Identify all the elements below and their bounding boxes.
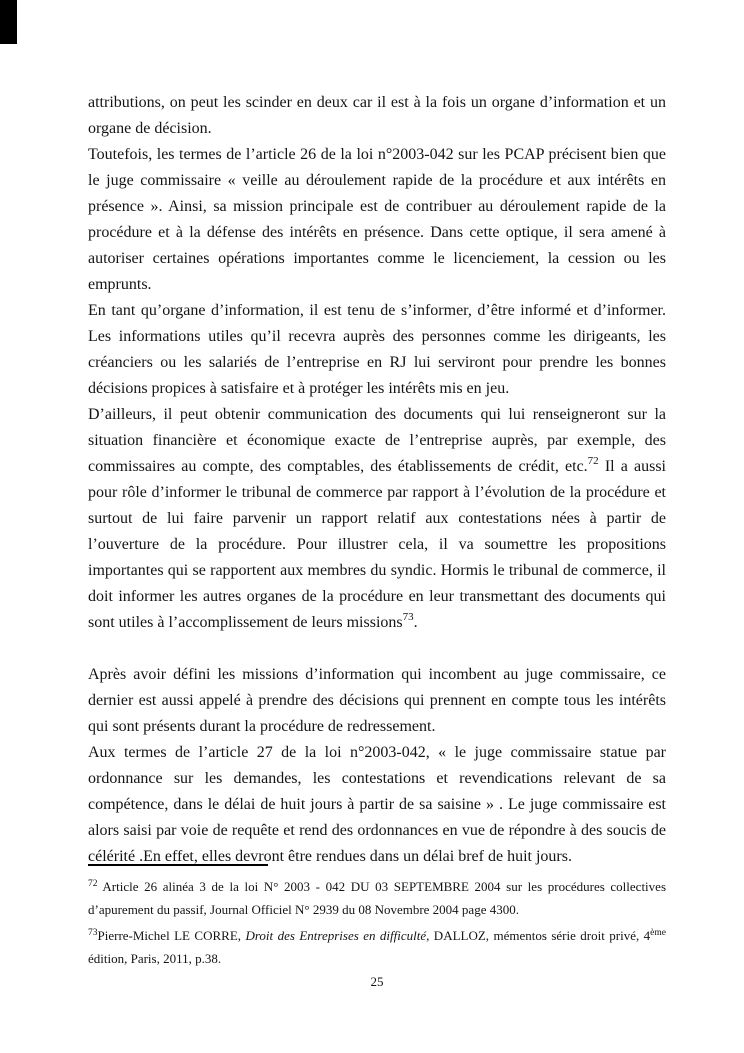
paragraph-text: D’ailleurs, il peut obtenir communication des documents qui lui renseigneront sur la situation financière et économique exacte de l’entreprise auprès, par exemple, des commissaires au compte, des comptables, des établissements de crédit, etc. [88, 406, 666, 475]
paragraph-text: Il a aussi pour rôle d’informer le tribunal de commerce par rapport à l’évolution de la procédure et surtout de lui faire parvenir un rapport relatif aux contestations nées à partir de l’ouverture de la procédure. Pour illustrer cela, il va soumettre les propositions importantes qui se rapportent aux membres du syndic. Hormis le tribunal de commerce, il doit informer les autres organes de la procédure en leur transmettant des documents qui sont utiles à l’accomplissement de leurs missions [88, 458, 667, 631]
footnote-text: Article 26 alinéa 3 de la loi N° 2003 - 042 DU 03 SEPTEMBRE 2004 sur les procédures collectives d’apurement du passif, Journal Officiel N° 2939 du 08 Novembre 2004 page 4300. [88, 879, 666, 917]
footnote-marker-72: 72 [88, 879, 98, 889]
body-paragraph: Après avoir défini les missions d’information qui incombent au juge commissaire, ce dernier est aussi appelé à prendre des décisions qui prennent en compte tous les intérêts qui sont présents durant la procédure de redressement. [88, 666, 666, 735]
footnote-author: Pierre-Michel LE CORRE, [97, 928, 246, 943]
footnote-72 [88, 875, 666, 921]
footnotes-section [88, 864, 666, 970]
body-paragraph: En tant qu’organe d’information, il est tenu de s’informer, d’être informé et d’informer. Les informations utiles qu’il recevra auprès des personnes comme les dirigeants, les créanciers ou les salariés de l’entreprise en RJ lui serviront pour prendre les bonnes décisions propices à satisfaire et à protéger les intérêts mis en jeu. [88, 302, 666, 397]
footnote-73 [88, 924, 666, 970]
body-paragraph: Toutefois, les termes de l’article 26 de la loi n°2003-042 sur les PCAP précisent bien que le juge commissaire « veille au déroulement rapide de la procédure et aux intérêts en présence ». Ainsi, sa mission principale est de contribuer au déroulement rapide de la procédure et à la défense des intérêts en présence. Dans cette optique, il sera amené à autoriser certaines opérations importantes comme le licenciement, la cession ou les emprunts. [88, 146, 666, 293]
footnote-separator-rule [88, 864, 268, 866]
page-number: 25 [370, 974, 384, 989]
footnote-ref-72: 72 [587, 455, 599, 467]
body-paragraph: attributions, on peut les scinder en deux car il est à la fois un organe d’information et un organe de décision. [88, 94, 666, 137]
footnote-text: , DALLOZ, mémentos série droit privé, 4 [426, 928, 651, 943]
footnote-book-title: Droit des Entreprises en difficulté [245, 928, 427, 943]
footnote-marker-73: 73 [88, 928, 98, 938]
body-paragraph: Aux termes de l’article 27 de la loi n°2003-042, « le juge commissaire statue par ordonnance sur les demandes, les contestations et revendications relevant de sa compétence, dans le délai de huit jours à partir de sa saisine » . Le juge commissaire est alors saisi par voie de requête et rend des ordonnances en vue de répondre à des soucis de célérité .En effet, elles devront être rendues dans un délai bref de huit jours. [88, 744, 666, 865]
ordinal-superscript: ème [650, 928, 666, 938]
footnote-ref-73: 73 [402, 611, 414, 623]
paragraph-break [88, 636, 666, 662]
footnote-text: édition, Paris, 2011, p.38. [88, 951, 222, 966]
body-text [88, 90, 666, 870]
scan-corner-artifact [0, 0, 17, 44]
body-paragraph [88, 402, 666, 636]
paragraph-text: . [413, 614, 418, 631]
